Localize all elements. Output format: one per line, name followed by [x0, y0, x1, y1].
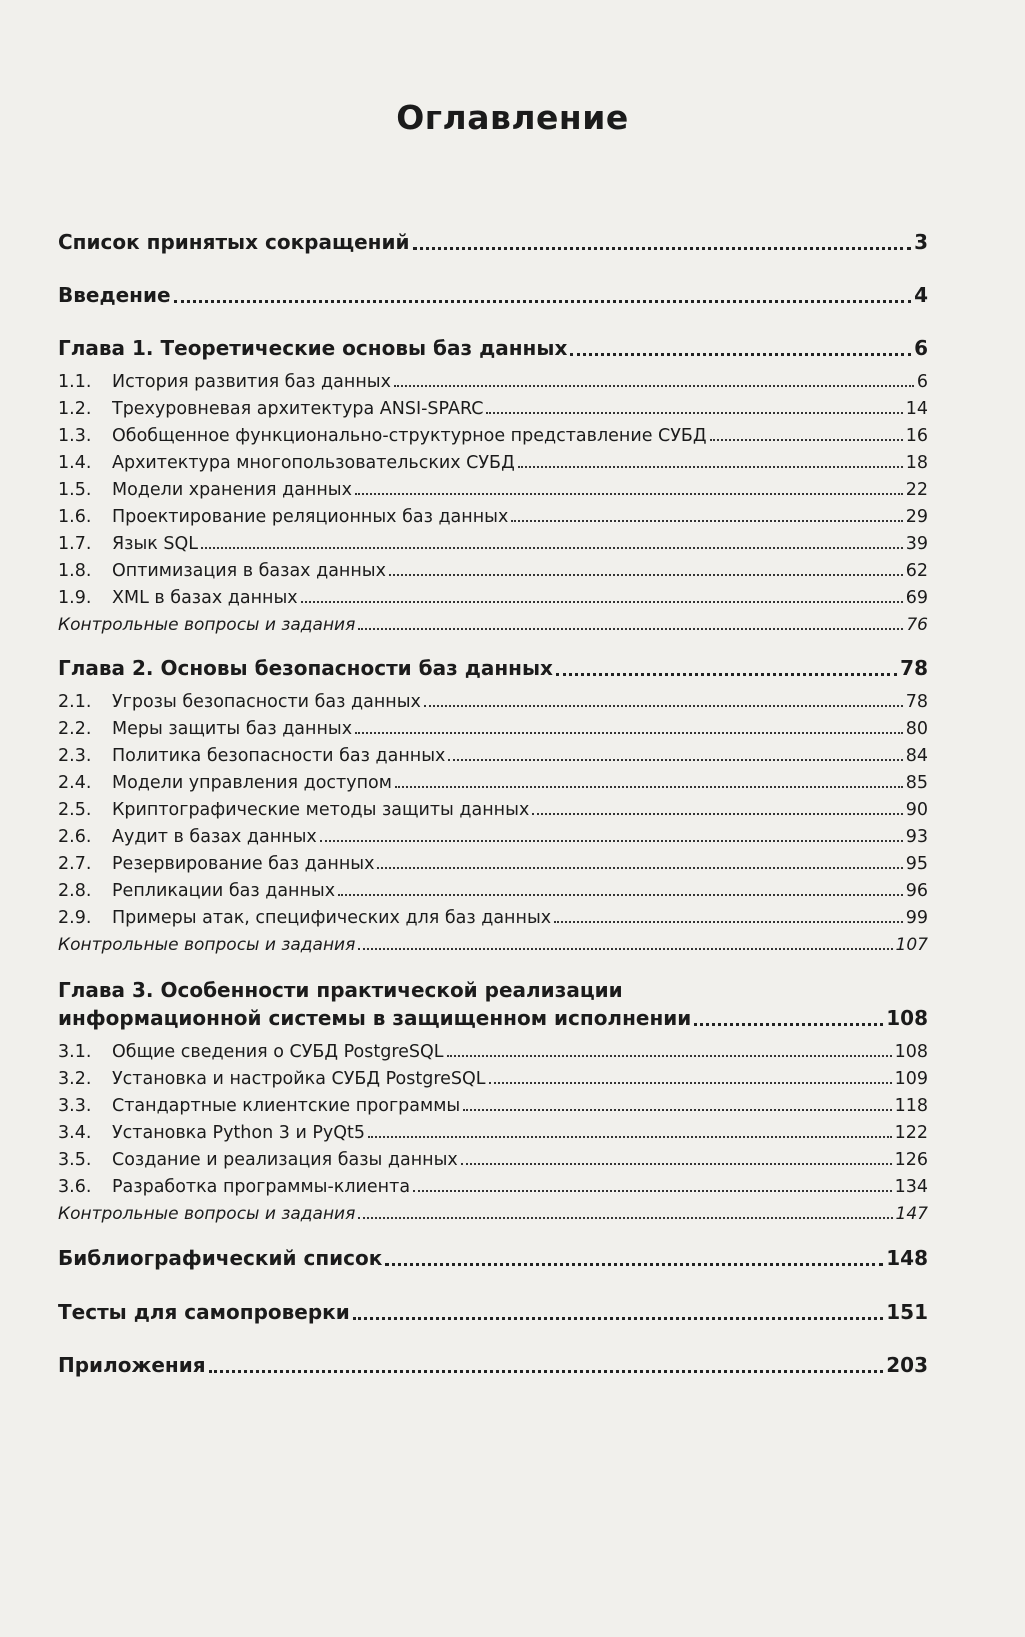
toc-item-label: Установка и настройка СУБД PostgreSQL — [112, 1069, 486, 1089]
toc-item-page: 122 — [894, 1123, 928, 1143]
toc-item — [58, 719, 928, 739]
dot-leader — [461, 1162, 892, 1165]
toc-item-label: Контрольные вопросы и задания — [58, 935, 356, 955]
toc-item-number: 3.3. — [58, 1096, 92, 1116]
toc-item-number: 2.1. — [58, 692, 92, 712]
dot-leader — [358, 1216, 892, 1219]
toc-entry-label: информационной системы в защищенном исполнении — [58, 1006, 692, 1030]
toc-item-label: История развития баз данных — [112, 372, 391, 392]
dot-leader — [413, 246, 912, 250]
dot-leader — [710, 438, 903, 441]
toc-item-page: 108 — [894, 1042, 928, 1062]
toc-item-label: Язык SQL — [112, 534, 199, 554]
dot-leader — [395, 785, 903, 788]
toc-item-page: 62 — [905, 561, 928, 581]
toc-item-number: 2.9. — [58, 908, 92, 928]
toc-item-number: 2.3. — [58, 746, 92, 766]
toc-item-number: 1.5. — [58, 480, 92, 500]
toc-item-number: 2.4. — [58, 773, 92, 793]
toc-item — [58, 1042, 928, 1062]
toc-entry-label: Тесты для самопроверки — [58, 1300, 350, 1324]
toc-item — [58, 1096, 928, 1116]
toc-item — [58, 746, 928, 766]
toc-item-label: Криптографические методы защиты данных — [112, 800, 530, 820]
toc-control-questions — [58, 1204, 928, 1224]
toc-item — [58, 1069, 928, 1089]
toc-item-label: XML в базах данных — [112, 588, 298, 608]
toc-item-label: Политика безопасности баз данных — [112, 746, 446, 766]
toc-item-number: 1.3. — [58, 426, 92, 446]
dot-leader — [556, 672, 897, 676]
toc-item-number: 1.8. — [58, 561, 92, 581]
toc-entry-appendices — [58, 1353, 928, 1377]
toc-item-page: 93 — [905, 827, 928, 847]
toc-item — [58, 908, 928, 928]
toc-item — [58, 881, 928, 901]
dot-leader — [463, 1108, 891, 1111]
toc-item-page: 107 — [895, 935, 928, 955]
toc-item-label: Примеры атак, специфических для баз данных — [112, 908, 552, 928]
page-title: Оглавление — [396, 98, 629, 137]
toc-item-number: 3.6. — [58, 1177, 92, 1197]
toc-item-number: 3.2. — [58, 1069, 92, 1089]
toc-item — [58, 692, 928, 712]
toc-chapter-3 — [58, 1006, 928, 1030]
toc-item-label: Угрозы безопасности баз данных — [112, 692, 421, 712]
toc-entry-page: 151 — [886, 1300, 928, 1324]
toc-item — [58, 854, 928, 874]
toc-item-number: 1.9. — [58, 588, 92, 608]
dot-leader — [447, 1054, 892, 1057]
toc-item-label: Разработка программы-клиента — [112, 1177, 411, 1197]
dot-leader — [385, 1262, 883, 1266]
dot-leader — [353, 1316, 884, 1320]
dot-leader — [355, 492, 903, 495]
dot-leader — [489, 1081, 892, 1084]
dot-leader — [448, 758, 902, 761]
toc-item — [58, 426, 928, 446]
dot-leader — [394, 384, 914, 387]
toc-item-label: Меры защиты баз данных — [112, 719, 353, 739]
toc-item-number: 2.2. — [58, 719, 92, 739]
toc-item-number: 3.4. — [58, 1123, 92, 1143]
dot-leader — [377, 866, 902, 869]
dot-leader — [389, 573, 903, 576]
toc-entry-page: 4 — [914, 283, 928, 307]
dot-leader — [368, 1135, 892, 1138]
toc-item — [58, 827, 928, 847]
toc-item-page: 118 — [894, 1096, 928, 1116]
toc-item-label: Установка Python 3 и PyQt5 — [112, 1123, 366, 1143]
toc-control-questions — [58, 615, 928, 635]
dot-leader — [424, 704, 903, 707]
toc-entry-page: 148 — [886, 1246, 928, 1270]
toc-entry-label: Список принятых сокращений — [58, 230, 410, 254]
toc-item-number: 3.1. — [58, 1042, 92, 1062]
toc-item — [58, 453, 928, 473]
toc-entry-tests — [58, 1300, 928, 1324]
dot-leader — [301, 600, 903, 603]
toc-item-page: 90 — [905, 800, 928, 820]
toc-item-number: 2.5. — [58, 800, 92, 820]
toc-item-number: 2.8. — [58, 881, 92, 901]
toc-entry-label: Глава 1. Теоретические основы баз данных — [58, 336, 568, 360]
dot-leader — [694, 1022, 883, 1026]
toc-item-label: Проектирование реляционных баз данных — [112, 507, 509, 527]
toc-item-number: 1.1. — [58, 372, 92, 392]
toc-item-page: 99 — [905, 908, 928, 928]
toc-entry-label: Библиографический список — [58, 1246, 383, 1270]
toc-item-number: 2.6. — [58, 827, 92, 847]
toc-item-page: 109 — [894, 1069, 928, 1089]
toc-item-number: 1.6. — [58, 507, 92, 527]
toc-item-page: 29 — [905, 507, 928, 527]
dot-leader — [518, 465, 903, 468]
toc-item-label: Архитектура многопользовательских СУБД — [112, 453, 515, 473]
toc-item-page: 96 — [905, 881, 928, 901]
toc-item-label: Оптимизация в базах данных — [112, 561, 386, 581]
toc-control-questions — [58, 935, 928, 955]
toc-item-page: 126 — [894, 1150, 928, 1170]
dot-leader — [486, 411, 902, 414]
toc-item-page: 78 — [905, 692, 928, 712]
dot-leader — [174, 299, 912, 303]
dot-leader — [209, 1369, 884, 1373]
toc-entry-page: 108 — [886, 1006, 928, 1030]
toc-item — [58, 1150, 928, 1170]
toc-chapter-3-line1: Глава 3. Особенности практической реализации — [58, 978, 623, 1002]
toc-item — [58, 561, 928, 581]
toc-entry-page: 203 — [886, 1353, 928, 1377]
toc-item — [58, 534, 928, 554]
toc-item-number: 2.7. — [58, 854, 92, 874]
toc-item-page: 16 — [905, 426, 928, 446]
toc-entry-page: 3 — [914, 230, 928, 254]
toc-item-number: 3.5. — [58, 1150, 92, 1170]
toc-item-label: Трехуровневая архитектура ANSI-SPARC — [112, 399, 484, 419]
toc-item-page: 80 — [905, 719, 928, 739]
toc-item-label: Аудит в базах данных — [112, 827, 317, 847]
toc-entry-bibliography — [58, 1246, 928, 1270]
toc-item-page: 76 — [906, 615, 928, 635]
toc-item — [58, 773, 928, 793]
toc-item — [58, 372, 928, 392]
toc-item — [58, 1123, 928, 1143]
dot-leader — [511, 519, 902, 522]
toc-item-page: 95 — [905, 854, 928, 874]
dot-leader — [413, 1189, 892, 1192]
toc-entry-introduction — [58, 283, 928, 307]
toc-entry-page: 6 — [914, 336, 928, 360]
toc-entry-label: Приложения — [58, 1353, 206, 1377]
toc-item-label: Контрольные вопросы и задания — [58, 615, 356, 635]
toc-item-label: Стандартные клиентские программы — [112, 1096, 461, 1116]
toc-entry-page: 78 — [900, 656, 928, 680]
toc-chapter-1 — [58, 336, 928, 360]
toc-entry-label: Введение — [58, 283, 171, 307]
dot-leader — [532, 812, 902, 815]
toc-item-label: Создание и реализация базы данных — [112, 1150, 458, 1170]
toc-entry-abbreviations — [58, 230, 928, 254]
toc-item — [58, 480, 928, 500]
toc-item-label: Модели управления доступом — [112, 773, 392, 793]
toc-item-page: 69 — [905, 588, 928, 608]
toc-item-label: Модели хранения данных — [112, 480, 352, 500]
toc-item-number: 1.2. — [58, 399, 92, 419]
toc-item-page: 22 — [905, 480, 928, 500]
toc-item-page: 147 — [895, 1204, 928, 1224]
toc-item-number: 1.7. — [58, 534, 92, 554]
dot-leader — [338, 893, 903, 896]
dot-leader — [554, 920, 903, 923]
toc-item-label: Обобщенное функционально-структурное представление СУБД — [112, 426, 707, 446]
toc-entry-label: Глава 2. Основы безопасности баз данных — [58, 656, 553, 680]
toc-item-label: Резервирование баз данных — [112, 854, 375, 874]
dot-leader — [358, 627, 903, 630]
toc-item-page: 6 — [916, 372, 928, 392]
dot-leader — [570, 352, 911, 356]
toc-item-page: 39 — [905, 534, 928, 554]
toc-item-label: Общие сведения о СУБД PostgreSQL — [112, 1042, 444, 1062]
toc-item — [58, 800, 928, 820]
toc-item — [58, 588, 928, 608]
toc-item — [58, 399, 928, 419]
dot-leader — [320, 839, 903, 842]
dot-leader — [201, 546, 903, 549]
toc-item — [58, 507, 928, 527]
dot-leader — [358, 947, 892, 950]
toc-item-page: 18 — [905, 453, 928, 473]
toc-item — [58, 1177, 928, 1197]
toc-item-page: 85 — [905, 773, 928, 793]
dot-leader — [355, 731, 903, 734]
toc-item-number: 1.4. — [58, 453, 92, 473]
toc-item-label: Репликации баз данных — [112, 881, 336, 901]
toc-chapter-2 — [58, 656, 928, 680]
toc-item-page: 134 — [894, 1177, 928, 1197]
toc-item-page: 84 — [905, 746, 928, 766]
toc-item-page: 14 — [905, 399, 928, 419]
toc-item-label: Контрольные вопросы и задания — [58, 1204, 356, 1224]
